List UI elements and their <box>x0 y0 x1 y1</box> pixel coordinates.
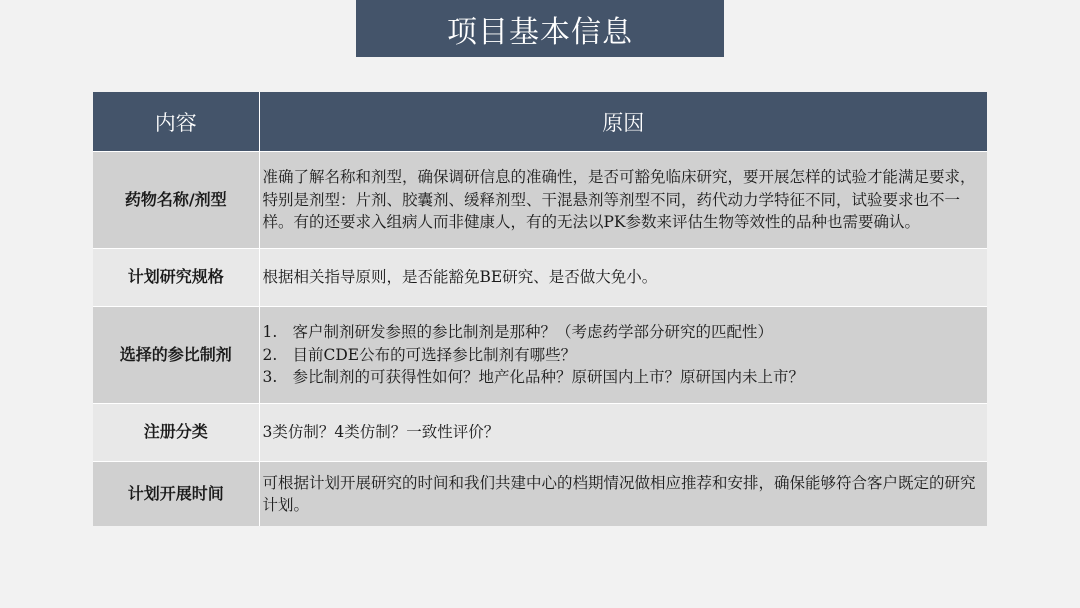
row-text-schedule: 可根据计划开展研究的时间和我们共建中心的档期情况做相应推荐和安排，确保能够符合客户既定的研究计划。 <box>259 462 987 527</box>
table-header-row <box>93 92 987 152</box>
table-row <box>93 404 987 462</box>
header-reason: 原因 <box>259 92 987 152</box>
list-item <box>263 366 982 389</box>
list-item-text: 目前CDE公布的可选择参比制剂有哪些？ <box>292 345 577 364</box>
list-item-text: 客户制剂研发参照的参比制剂是那种？（考虑药学部分研究的匹配性） <box>292 323 774 342</box>
list-item-text: 参比制剂的可获得性如何？地产化品种？原研国内上市？原研国内未上市？ <box>292 368 805 387</box>
reference-list <box>263 321 982 389</box>
row-text-reference <box>259 307 987 404</box>
row-label-reference: 选择的参比制剂 <box>93 307 259 404</box>
list-item-number: 1. <box>262 323 278 342</box>
row-text-registration: 3类仿制？4类仿制？一致性评价？ <box>259 404 987 462</box>
row-text-spec: 根据相关指导原则，是否能豁免BE研究、是否做大免小。 <box>259 249 987 307</box>
row-label-spec: 计划研究规格 <box>93 249 259 307</box>
list-item <box>263 321 982 344</box>
list-item-number: 3. <box>262 368 278 387</box>
list-item <box>263 344 982 367</box>
row-label-schedule: 计划开展时间 <box>93 462 259 527</box>
row-label-drug-name: 药物名称/剂型 <box>93 152 259 249</box>
row-text-drug-name: 准确了解名称和剂型，确保调研信息的准确性，是否可豁免临床研究，要开展怎样的试验才能满足要求，特别是剂型：片剂、胶囊剂、缓释剂型、干混悬剂等剂型不同，药代动力学特征不同，试验要求也不一样。有的还要求入组病人而非健康人，有的无法以PK参数来评估生物等效性的品种也需要确认。 <box>259 152 987 249</box>
row-label-registration: 注册分类 <box>93 404 259 462</box>
table-row <box>93 249 987 307</box>
page-title: 项目基本信息 <box>356 0 724 57</box>
project-info-table <box>93 92 987 526</box>
table-row <box>93 152 987 249</box>
table-row <box>93 307 987 404</box>
table-row <box>93 462 987 527</box>
header-content: 内容 <box>93 92 259 152</box>
list-item-number: 2. <box>262 345 278 364</box>
